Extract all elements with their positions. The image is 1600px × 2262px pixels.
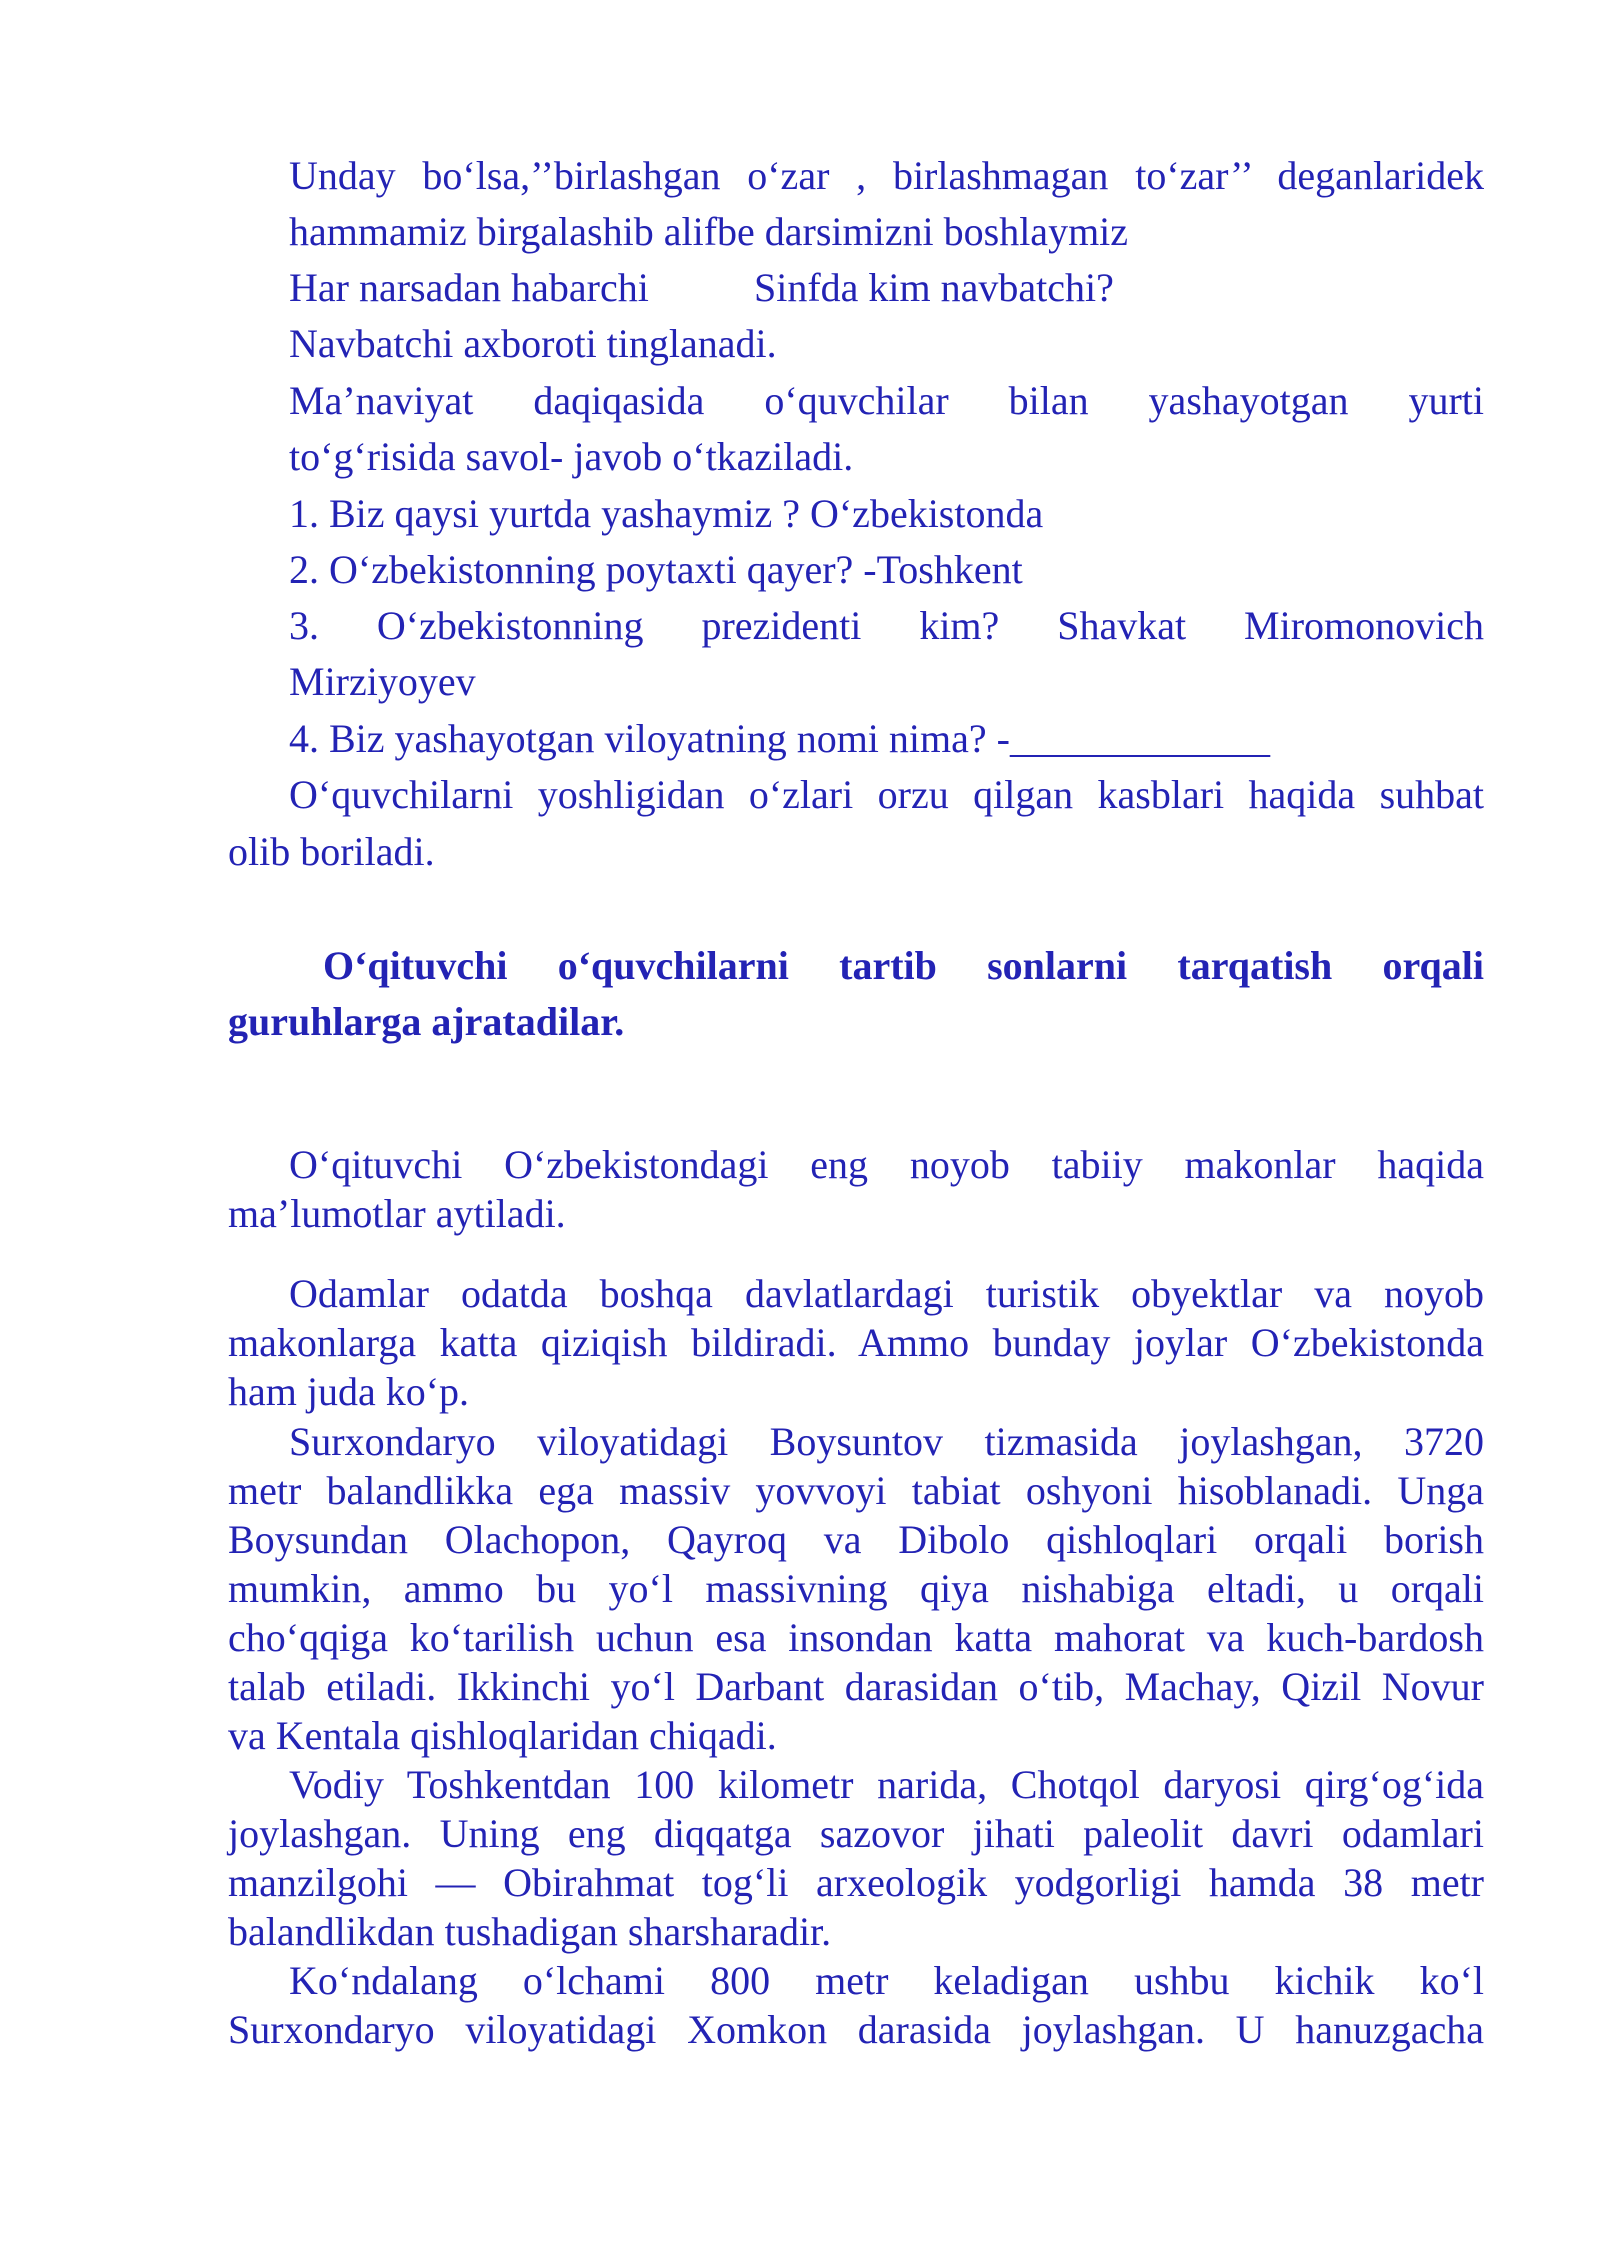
para4-line-1: Ko‘ndalang o‘lchami 800 metr keladigan ushbu kichik ko‘l	[289, 1958, 1484, 2003]
intro-riddle-a: Har narsadan habarchi	[289, 265, 649, 310]
intro-line-5: Ma’naviyat daqiqasida o‘quvchilar bilan yashayotgan yurti	[289, 378, 1484, 423]
para2-line-1: Surxondaryo viloyatidagi Boysuntov tizmasida joylashgan, 3720	[289, 1419, 1484, 1464]
intro-line-1: Unday bo‘lsa,’’birlashgan o‘zar , birlashmagan to‘zar’’ deganlaridek	[289, 153, 1484, 198]
para2-line-6: talab etiladi. Ikkinchi yo‘l Darbant darasidan o‘tib, Machay, Qizil Novur	[228, 1664, 1484, 1709]
para3-line-1: Vodiy Toshkentdan 100 kilometr narida, Chotqol daryosi qirg‘og‘ida	[289, 1762, 1484, 1807]
para1-line-3: ham juda ko‘p.	[228, 1369, 470, 1414]
section-heading-line-1: O‘qituvchi o‘quvchilarni tartib sonlarni tarqatish orqali	[323, 943, 1484, 988]
para3-line-3: manzilgohi — Obirahmat tog‘li arxeologik yodgorligi hamda 38 metr	[228, 1860, 1484, 1905]
question-3-continued: Mirziyoyev	[289, 659, 476, 704]
para2-line-4: mumkin, ammo bu yo‘l massivning qiya nishabiga eltadi, u orqali	[228, 1566, 1484, 1611]
para3-line-2: joylashgan. Uning eng diqqatga sazovor jihati paleolit davri odamlari	[228, 1811, 1484, 1856]
para2-line-3: Boysundan Olachopon, Qayroq va Dibolo qishloqlari orqali borish	[228, 1517, 1484, 1562]
intro-line-6: to‘g‘risida savol- javob o‘tkaziladi.	[289, 434, 854, 479]
teacher-line-1: O‘qituvchi O‘zbekistondagi eng noyob tabiiy makonlar haqida	[289, 1142, 1484, 1187]
question-3: 3. O‘zbekistonning prezidenti kim? Shavkat Miromonovich	[289, 603, 1484, 648]
para3-line-4: balandlikdan tushadigan sharsharadir.	[228, 1909, 832, 1954]
question-1: 1. Biz qaysi yurtda yashaymiz ? O‘zbekistonda	[289, 491, 1044, 536]
section-heading-line-2: guruhlarga ajratadilar.	[228, 999, 625, 1044]
para2-line-2: metr balandlikka ega massiv yovvoyi tabiat oshyoni hisoblanadi. Unga	[228, 1468, 1484, 1513]
question-4: 4. Biz yashayotgan viloyatning nomi nima? -_____________	[289, 716, 1270, 761]
para2-line-5: cho‘qqiga ko‘tarilish uchun esa insondan katta mahorat va kuch-bardosh	[228, 1615, 1484, 1660]
para1-line-1: Odamlar odatda boshqa davlatlardagi turistik obyektlar va noyob	[289, 1271, 1484, 1316]
teacher-line-2: ma’lumotlar aytiladi.	[228, 1191, 566, 1236]
intro-riddle-b: Sinfda kim navbatchi?	[754, 265, 1114, 310]
intro-line-7: O‘quvchilarni yoshligidan o‘zlari orzu qilgan kasblari haqida suhbat	[289, 772, 1484, 817]
para2-line-7: va Kentala qishloqlaridan chiqadi.	[228, 1713, 777, 1758]
question-2: 2. O‘zbekistonning poytaxti qayer? -Toshkent	[289, 547, 1023, 592]
para4-line-2: Surxondaryo viloyatidagi Xomkon darasida joylashgan. U hanuzgacha	[228, 2007, 1484, 2052]
intro-line-8: olib boriladi.	[228, 829, 435, 874]
intro-line-2: hammamiz birgalashib alifbe darsimizni boshlaymiz	[289, 209, 1129, 254]
intro-line-4: Navbatchi axboroti tinglanadi.	[289, 321, 777, 366]
para1-line-2: makonlarga katta qiziqish bildiradi. Ammo bunday joylar O‘zbekistonda	[228, 1320, 1484, 1365]
